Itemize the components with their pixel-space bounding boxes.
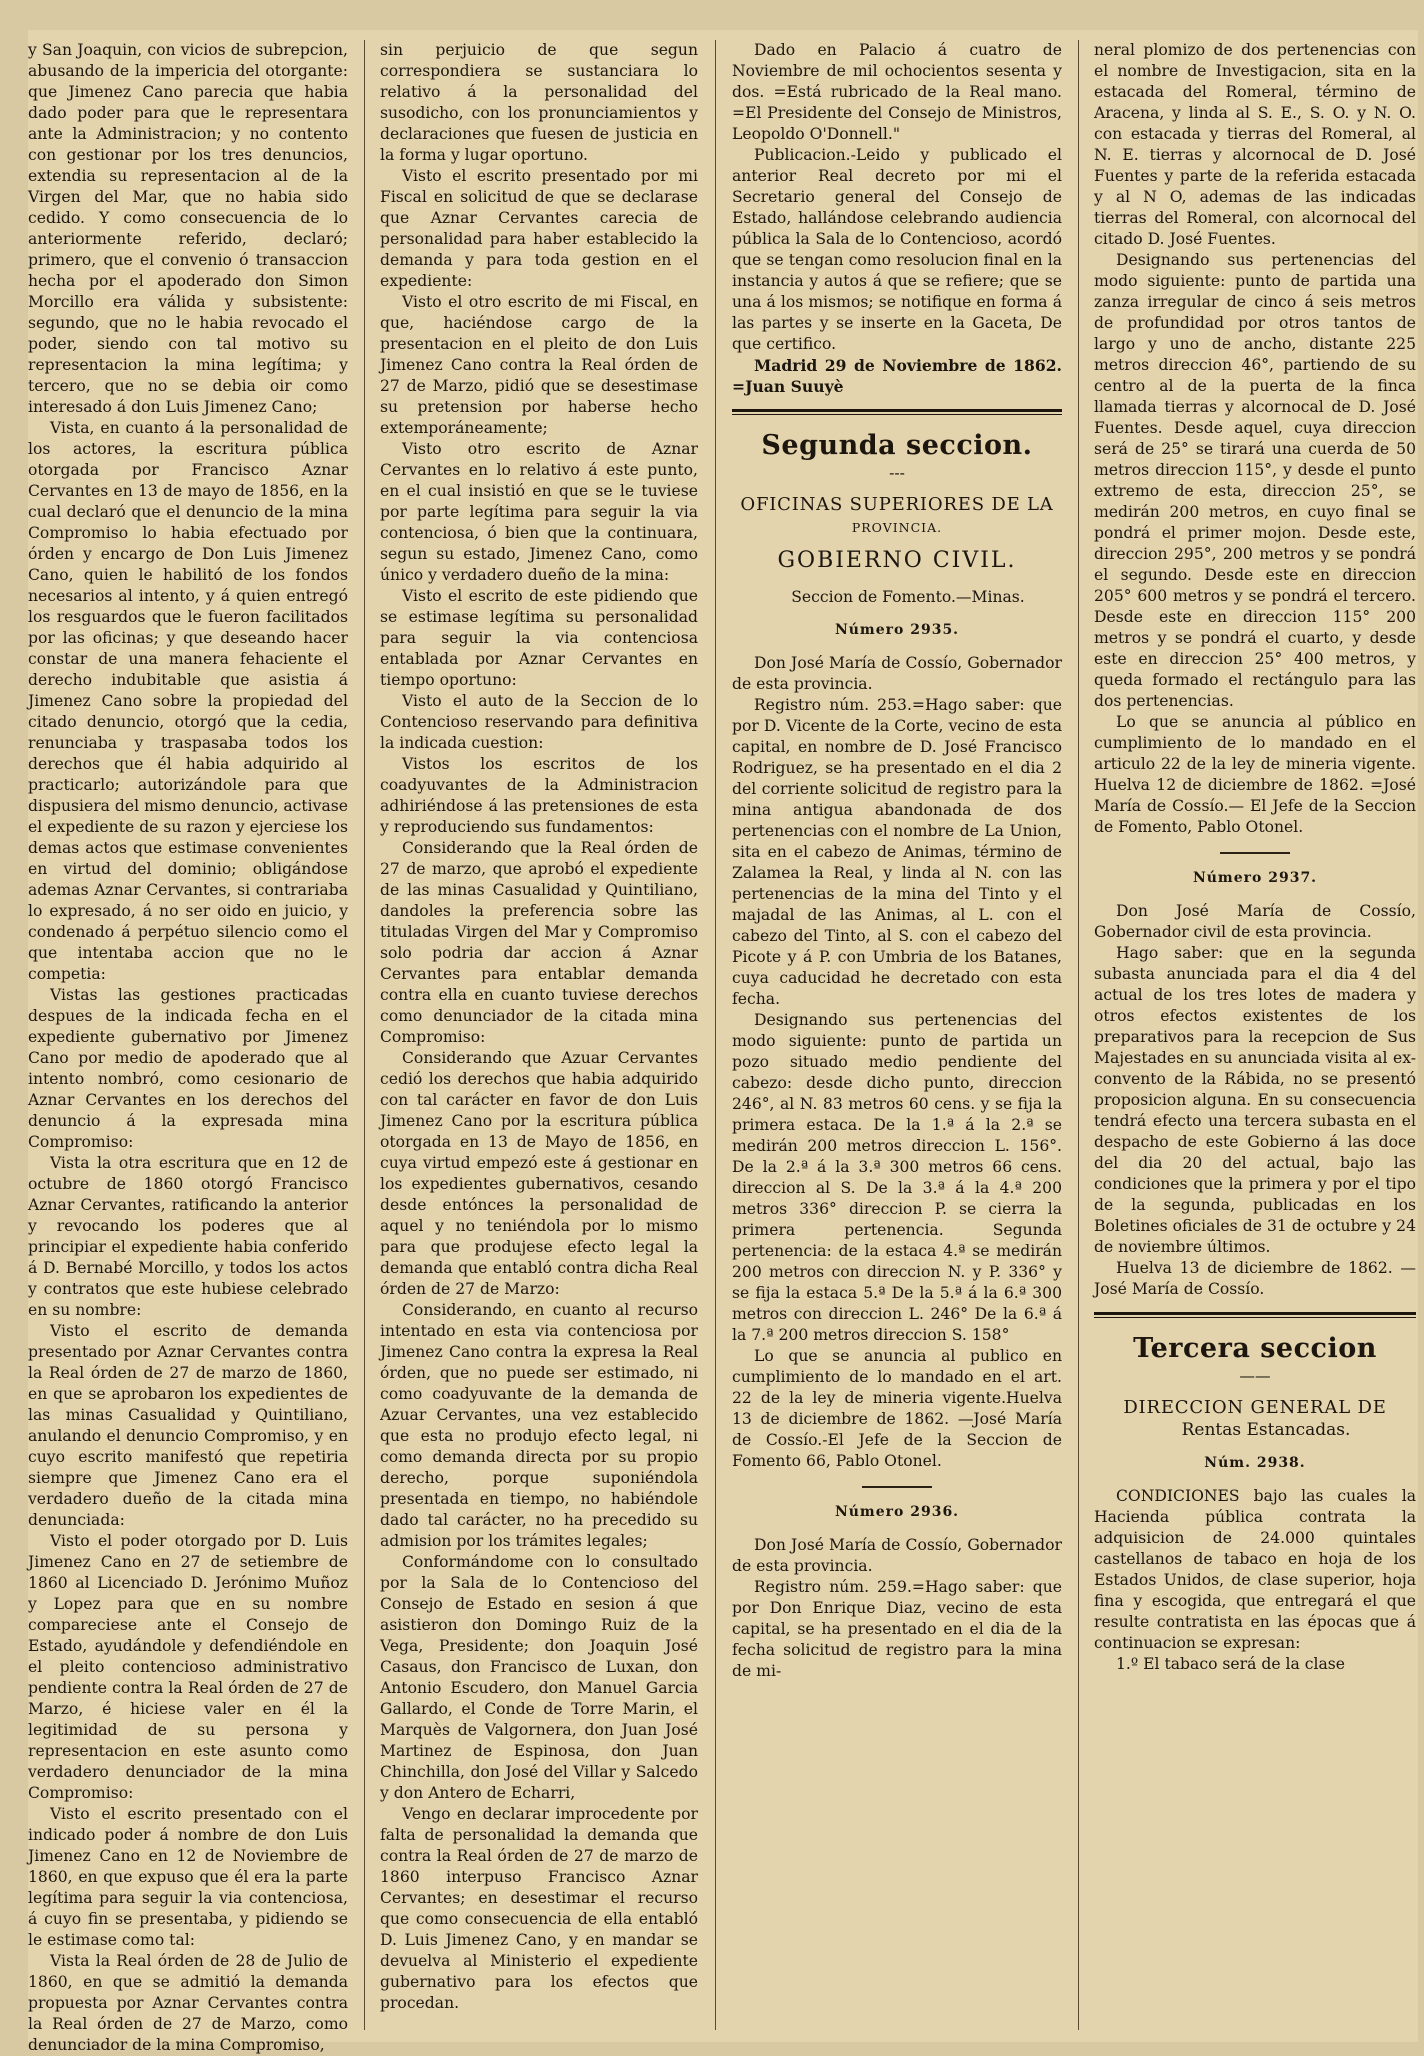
paragraph: sin perjuicio de que segun correspondiera se sustanciara lo relativo á la personalidad del susodicho, con los pronunciamientos y declaraciones que fuesen de justicia en la forma y lugar oportuno. <box>380 41 698 164</box>
paragraph: 1.º El tabaco será de la clase <box>1116 1655 1346 1673</box>
newspaper-page <box>28 30 1418 2054</box>
column-divider <box>364 40 365 2030</box>
paragraph: Vistas las gestiones practicadas despues de la indicada fecha en el expediente gubernativo por Jimenez Cano por medio de apoderado que al intento nombró, como cesionario de Aznar Cervantes en los derechos del denuncio á la expresada mina Compromiso: <box>28 986 348 1151</box>
paragraph: Registro núm. 253.=Hago saber: que por D. Vicente de la Corte, vecino de esta capital, en nombre de D. José Francisco Rodriguez, se ha presentado en el dia 2 del corriente solicitud de registro para la mina antigua abandonada de dos pertenencias con el nombre de La Union, sita en el cabezo de Animas, término de Zalamea la Real, y linda al N. con las pertenencias de la mina del Tinto y el majadal de las Animas, al L. con el cabezo del Tinto, al S. con el cabezo del Picote y á P. con Umbria de los Batanes, cuya caducidad he decretado con esta fecha. <box>732 696 1062 1008</box>
notice-number: Núm. 2938. <box>1204 1455 1306 1471</box>
column-3 <box>732 40 1062 2030</box>
paragraph: Visto el escrito de demanda presentado por Aznar Cervantes contra la Real órden de 27 de marzo de 1860, en que se aprobaron los expedientes de las minas Casualidad y Quintiliano, anulando el denuncio Compromiso, y en cuyo escrito manifestó que repetiria siempre que Jimenez Cano era el verdadero dueño de la citada mina denunciada: <box>28 1322 348 1529</box>
paragraph: Vista la Real órden de 28 de Julio de 1860, en que se admitió la demanda propuesta por Aznar Cervantes contra la Real órden de 27 de Marzo, como denunciador de la mina Compromiso, <box>28 1952 348 2054</box>
notice-number: Número 2937. <box>1192 870 1318 886</box>
date-signature: Madrid 29 de Noviembre de 1862. =Juan Suuyè <box>732 356 1062 396</box>
section-rule <box>732 409 1062 412</box>
column-2 <box>380 40 698 2030</box>
paragraph: Dado en Palacio á cuatro de Noviembre de mil ochocientos sesenta y dos. =Está rubricado de la Real mano. =El Presidente del Consejo de Ministros, Leopoldo O'Donnell." <box>732 41 1062 143</box>
paragraph: Vistos los escritos de los coadyuvantes de la Administracion adhiriéndose á las pretensiones de esta y reproduciendo sus fundamentos: <box>380 755 698 836</box>
paragraph: Publicacion.-Leido y publicado el anterior Real decreto por mi el Secretario general del Consejo de Estado, hallándose celebrando audiencia pública la Sala de lo Contencioso, acordó que se tengan como resolucion final en la instancia y autos á que se refiere; que se una á los mismos; se notifique en forma á las partes y se inserte en la Gaceta, De que certifico. <box>732 146 1062 353</box>
paragraph: Visto el escrito presentado por mi Fiscal en solicitud de que se declarase que Aznar Cervantes carecia de personalidad para haber establecido la demanda y para toda gestion en el expediente: <box>380 167 698 290</box>
section-title: Segunda seccion. <box>761 430 1033 461</box>
section-title: Tercera seccion <box>1133 1333 1377 1364</box>
section-rule <box>1094 1317 1416 1318</box>
paragraph: CONDICIONES bajo las cuales la Hacienda pública contrata la adquisicion de 24.000 quintales castellanos de tabaco en hoja de los Estados Unidos, de clase superior, hoja fina y escogida, que entregará el que resulte contratista en las épocas que á continuacion se expresan: <box>1094 1487 1416 1652</box>
paragraph: Vista la otra escritura que en 12 de octubre de 1860 otorgó Francisco Aznar Cervantes, ratificando la anterior y revocando los poderes que al principiar el expediente habia conferido á D. Bernabé Morcillo, y todos los actos y contratos que este hubiese celebrado en su nombre: <box>28 1154 348 1319</box>
direction-heading: DIRECCION GENERAL DE <box>1123 1397 1387 1418</box>
column-divider <box>1078 40 1079 2030</box>
paragraph: Visto el auto de la Seccion de lo Contencioso reservando para definitiva la indicada cuestion: <box>380 692 698 752</box>
paragraph: neral plomizo de dos pertenencias con el nombre de Investigacion, sita en la estacada del Romeral, término de Aracena, y linda al S. E., S. O. y N. O. con estacada y tierras del Romeral, al N. E. tierras y alcornocal de D. José Fuentes y parte de la referida estacada y al N O, ademas de las indicadas tierras del Romeral, con alcornocal del citado D. José Fuentes. <box>1094 41 1416 248</box>
governor-line: Don José María de Cossío, Gobernador civil de esta provincia. <box>1094 902 1416 941</box>
paragraph: Visto el otro escrito de mi Fiscal, en que, haciéndose cargo de la presentacion en el pleito de don Luis Jimenez Cano contra la Real órden de 27 de Marzo, pidió que se desestimase su pretension por haberse hecho extemporáneamente; <box>380 293 698 437</box>
office-heading: OFICINAS SUPERIORES DE LA <box>740 494 1054 515</box>
paragraph: Designando sus pertenencias del modo siguiente: punto de partida un pozo situado medio pendiente del cabezo: desde dicho punto, direccion 246°, al N. 83 metros 60 cens. y se fija la primera estaca. De la 1.ª á la 2.ª se medirán 200 metros direccion L. 156°. De la 2.ª á la 3.ª 300 metros 66 cens. direccion al S. De la 3.ª á la 4.ª 200 metros 336° direccion P. se cierra la primera pertenencia. Segunda pertenencia: de la estaca 4.ª se medirán 200 metros con direccion N. y P. 336° y se fija la estaca 5.ª De la 5.ª á la 6.ª 300 metros con direccion L. 246° De la 6.ª á la 7.ª 200 metros direccion S. 158° <box>732 1011 1062 1344</box>
column-4 <box>1094 40 1416 2030</box>
paragraph: Considerando, en cuanto al recurso intentado en esta via contenciosa por Jimenez Cano contra la expresa la Real órden, que no puede ser estimado, ni como coadyuvante de la demanda de Azuar Cervantes, una vez establecido que esta no produjo efecto legal, ni como demanda directa por su propio derecho, porque suponiéndola presentada en tiempo, no habiéndole dado tal carácter, no ha precedido su admision por los trámites legales; <box>380 1301 698 1550</box>
paragraph: Visto el escrito presentado con el indicado poder á nombre de don Luis Jimenez Cano en 12 de Noviembre de 1860, en que expuso que él era la parte legítima para seguir la via contenciosa, á cuyo fin se presentaba, y pidiendo se le estimase como tal: <box>28 1805 348 1949</box>
governor-line: Don José María de Cossío, Gobernador de esta provincia. <box>732 654 1062 693</box>
paragraph: Registro núm. 259.=Hago saber: que por Don Enrique Diaz, vecino de esta capital, se ha presentado en el dia de la fecha solicitud de registro para la mina de mi- <box>732 1578 1062 1680</box>
column-1 <box>28 40 348 2054</box>
paragraph: Huelva 13 de diciembre de 1862. —José María de Cossío. <box>1094 1259 1416 1298</box>
notice-number: Número 2936. <box>834 1504 960 1520</box>
paragraph: Hago saber: que en la segunda subasta anunciada para el dia 4 del actual de los tres lotes de madera y otros efectos existentes de los preparativos para la recepcion de Sus Majestades en su anunciada visita al ex-convento de la Rábida, no se presentó proposicion alguna. En su consecuencia tendrá efecto una tercera subasta en el despacho de este Gobierno á las doce del dia 20 del actual, bajo las condiciones que la primera y por el tipo de la segunda, publicadas en los Boletines oficiales de 31 de octubre y 24 de noviembre últimos. <box>1094 944 1416 1256</box>
paragraph: Conformándome con lo consultado por la Sala de lo Contencioso del Consejo de Estado en sesion á que asistieron don Domingo Ruiz de la Vega, Presidente; don Joaquin José Casaus, don Francisco de Luxan, don Antonio Escudero, don Manuel Garcia Gallardo, el Conde de Torre Marin, el Marquès de Valgornera, don Juan José Martinez de Espinosa, don Juan Chinchilla, don José del Villar y Salcedo y don Antero de Echarri, <box>380 1553 698 1802</box>
paragraph: Vista, en cuanto á la personalidad de los actores, la escritura pública otorgada por Francisco Aznar Cervantes en 13 de mayo de 1856, en la cual declaró que el denuncio de la mina Compromiso lo habia efectuado por órden y encargo de Don Luis Jimenez Cano, quien le habilitó de los fondos necesarios al intento, y á quien entregó los resguardos que le fueron facilitados por las oficinas; y que deseando hacer constar de una manera fehaciente el derecho indubitable que asistia á Jimenez Cano sobre la propiedad del citado denuncio, otorgó que la cedia, renunciaba y traspasaba todos los derechos que él habia adquirido al practicarlo; autorizándole para que dispusiera del mismo denuncio, activase el expediente de su razon y ejerciese los demas actos que estimase convenientes en virtud del dominio; obligándose ademas Aznar Cervantes, si contrariaba lo expresado, á no ser oido en juicio, y condenado á perpétuo silencio como el que intentaba accion que no le competia: <box>28 419 348 983</box>
paragraph: Designando sus pertenencias del modo siguiente: punto de partida una zanza irregular de cinco á seis metros de profundidad por otros tantos de largo y uno de ancho, distante 225 metros direccion 46°, partiendo de su centro al de la puerta de la finca llamada tierras y alcornocal de D. José Fuentes. Desde aquel, cuya direccion será de 25° se tirará una cuerda de 50 metros direccion 115°, y desde el punto extremo de esta, direccion 25°, se medirán 200 metros, en cuyo final se pondrá el primer mojon. Desde este, direccion 295°, 200 metros y se pondrá el segundo. Desde este en direccion 205° 600 metros y se pondrá el tercero. Desde este en direccion 115° 200 metros y se pondrá el cuarto, y desde este en direccion 25° 400 metros, y queda formado el rectángulo para las dos pertenencias. <box>1094 251 1416 710</box>
paragraph: y San Joaquin, con vicios de subrepcion, abusando de la impericia del otorgante: que Jimenez Cano parecia que habia dado poder para que le representara ante la Administracion; y no contento con gestionar por los tres denuncios, extendia su representacion al de la Virgen del Mar, que no habia sido cedido. Y como consecuencia de lo anteriormente referido, declaró; primero, que el convenio ó transaccion hecha por el apoderado don Simon Morcillo era válida y subsistente: segundo, que no le habia revocado el poder, siendo con tal motivo su representacion la mina legítima; y tercero, que no se debia oir como interesado á don Luis Jimenez Cano; <box>28 41 348 416</box>
office-subheading: PROVINCIA. <box>851 520 943 535</box>
paragraph: Visto el poder otorgado por D. Luis Jimenez Cano en 27 de setiembre de 1860 al Licenciado D. Jerónimo Muñoz y Lopez para que en su nombre compareciese ante el Consejo de Estado, ayudándole y defendiéndole en el pleito contencioso administrativo pendiente contra la Real órden de 27 de Marzo, é hiciese valer en él la legitimidad de su persona y representacion en este asunto como verdadero denunciador de la mina Compromiso: <box>28 1532 348 1802</box>
paragraph: Visto otro escrito de Aznar Cervantes en lo relativo á este punto, en el cual insistió en que se le tuviese por parte legítima para seguir la via contenciosa, ó bien que la continuara, segun su estado, Jimenez Cano, como único y verdadero dueño de la mina: <box>380 440 698 584</box>
governor-line: Don José María de Cossío, Gobernador de esta provincia. <box>732 1536 1062 1575</box>
gobierno-heading: GOBIERNO CIVIL. <box>777 548 1017 573</box>
short-divider <box>1220 852 1290 854</box>
paragraph: Lo que se anuncia al público en cumplimiento de lo mandado en el articulo 22 de la ley de mineria vigente. Huelva 12 de diciembre de 1862. =José María de Cossío.— El Jefe de la Seccion de Fomento, Pablo Otonel. <box>1094 713 1416 836</box>
paragraph: Considerando que la Real órden de 27 de marzo, que aprobó el expediente de las minas Casualidad y Quintiliano, dandoles la preferencia sobre las tituladas Virgen del Mar y Compromiso solo podria dar accion á Aznar Cervantes para entablar demanda contra ella en cuanto tuviese derechos como denunciador de la citada mina Compromiso: <box>380 839 698 1046</box>
paragraph: Lo que se anuncia al publico en cumplimiento de lo mandado en el art. 22 de la ley de mineria vigente.Huelva 13 de diciembre de 1862. —José María de Cossío.-El Jefe de la Seccion de Fomento 66, Pablo Otonel. <box>732 1347 1062 1470</box>
direction-subheading: Rentas Estancadas. <box>1181 1420 1351 1440</box>
section-rule <box>732 414 1062 415</box>
department-heading: Seccion de Fomento.—Minas. <box>791 588 1025 606</box>
section-rule <box>1094 1312 1416 1315</box>
short-divider <box>862 1486 932 1488</box>
paragraph: Vengo en declarar improcedente por falta de personalidad la demanda que contra la Real órden de 27 de marzo de 1860 interpuso Francisco Aznar Cervantes; en desestimar el recurso que como consecuencia de ella entabló D. Luis Jimenez Cano, y en mandar se devuelva al Ministerio el expediente gubernativo para los efectos que procedan. <box>380 1805 698 2012</box>
section-dash: —— <box>1239 1367 1271 1385</box>
notice-number: Número 2935. <box>834 622 960 638</box>
paragraph: Visto el escrito de este pidiendo que se estimase legítima su personalidad para seguir la via contenciosa entablada por Aznar Cervantes en tiempo oportuno: <box>380 587 698 689</box>
section-dash: --- <box>889 464 905 482</box>
column-divider <box>715 40 716 2030</box>
paragraph: Considerando que Azuar Cervantes cedió los derechos que habia adquirido con tal carácter en favor de don Luis Jimenez Cano por la escritura pública otorgada en 13 de Mayo de 1856, en cuya virtud empezó este á gestionar en los expedientes gubernativos, cesando desde entónces la personalidad de aquel y no teniéndola por lo mismo para que produjese efecto legal la demanda que entabló contra dicha Real órden de 27 de Marzo: <box>380 1049 698 1298</box>
